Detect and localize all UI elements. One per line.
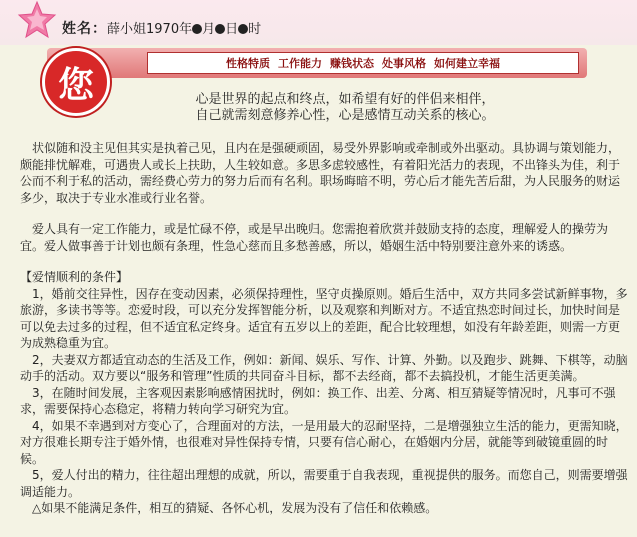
- redaction-blob: [192, 24, 202, 34]
- paragraph-partner: 爱人具有一定工作能力，或是忙碌不停，或是早出晚归。您需抱着欣赏并鼓励支持的态度，理解爱人的操劳为宜。爱人做事善于计划也颇有条理，性急心慈而且多愁善感，所以，婚姻生活中特别要注意外来的诱惑。: [20, 222, 609, 253]
- section-title: 【爱情顺利的条件】: [20, 270, 129, 284]
- condition-item: △如果不能满足条件，相互的猜疑、各怀心机，发展为没有了信任和依赖感。: [20, 501, 438, 515]
- header-bar: [47, 48, 587, 78]
- condition-item: 3，在随时间发展，主客观因素影响感情困扰时，例如：换工作、出差、分离、相互猜疑等情况时，凡事可不强求，需要保持心态稳定，将精力转向学习研究为宜。: [20, 385, 616, 416]
- condition-item: 2，夫妻双方都适宜动态的生活及工作，例如：新闻、娱乐、写作、计算、外勤。以及跑步、跳舞、下棋等，动脑动手的活动。双方要以“服务和管理”性质的共同奋斗目标，都不去经商，都不去搞投机，才能生活更美满。: [20, 352, 628, 383]
- menu-item-money[interactable]: 赚钱状态: [330, 57, 374, 70]
- menu-item-happiness[interactable]: 如何建立幸福: [434, 57, 500, 70]
- intro-quote: [150, 92, 540, 124]
- menu-item-style[interactable]: 处事风格: [382, 57, 426, 70]
- header-menu: [147, 52, 579, 74]
- main-content: [20, 140, 630, 517]
- badge-icon: 您: [42, 48, 110, 116]
- birth-hour: 时: [248, 22, 262, 37]
- name-row: [62, 18, 261, 38]
- name-label: 姓名：: [62, 21, 107, 37]
- redaction-blob: [238, 24, 248, 34]
- condition-item: 1，婚前交往异性，因存在变动因素，必须保持理性，坚守贞操原则。婚后生活中，双方共同多尝试新鲜事物，多旅游，多读书等等。恋爱时段，可以充分发挥智能分析，以及观察和判断对方。不适宜热恋时间过长，加快时间是可以免去过多的过程，但不适宜私定终身。适宜有五岁以上的差距，配合比较理想，如没有年龄差距，则需一方更为成熟稳重为宜。: [20, 286, 628, 350]
- birth-day: 日: [225, 22, 239, 37]
- star-icon: [16, 0, 58, 40]
- menu-item-personality[interactable]: 性格特质: [226, 57, 270, 70]
- quote-line: 心是世界的起点和终点，如希望有好的伴侣来相伴，: [195, 92, 495, 107]
- redaction-blob: [215, 24, 225, 34]
- birth-year: 1970年: [146, 22, 193, 37]
- condition-item: 4，如果不幸遇到对方变心了，合理面对的方法，一是用最大的忍耐坚持，二是增强独立生活的能力，更需知晓，对方很难长期专注于婚外情，也很难对异性保持专情，只要有信心耐心，在婚姻内分居，就能等到破镜重圆的时候。: [20, 418, 628, 466]
- menu-item-work[interactable]: 工作能力: [278, 57, 322, 70]
- birth-month: 月: [202, 22, 216, 37]
- quote-line: 自己就需刻意修养心性，心是感情互动关系的核心。: [195, 108, 495, 123]
- name-value: 薛小姐: [107, 22, 147, 37]
- paragraph-personality: 状似随和没主见但其实是执着己见，且内在是强硬顽固，易受外界影响或牵制或外出驱动。具协调与策划能力，颇能排忧解难，可遇贵人或长上扶助，人生较如意。多思多虑较感性，有着阳光活力的表现，不出锋头为佳，利于公而不利于私的活动，需经费心劳力的努力后而有名利。职场晦暗不明，劳心后才能先苦后甜，为人民服务的财运多少，取决于专业水准或行业名誉。: [20, 141, 621, 205]
- condition-item: 5，爱人付出的精力，往往超出理想的成就，所以，需要重于自我表现，重视提供的服务。而您自己，则需要增强调适能力。: [20, 468, 628, 499]
